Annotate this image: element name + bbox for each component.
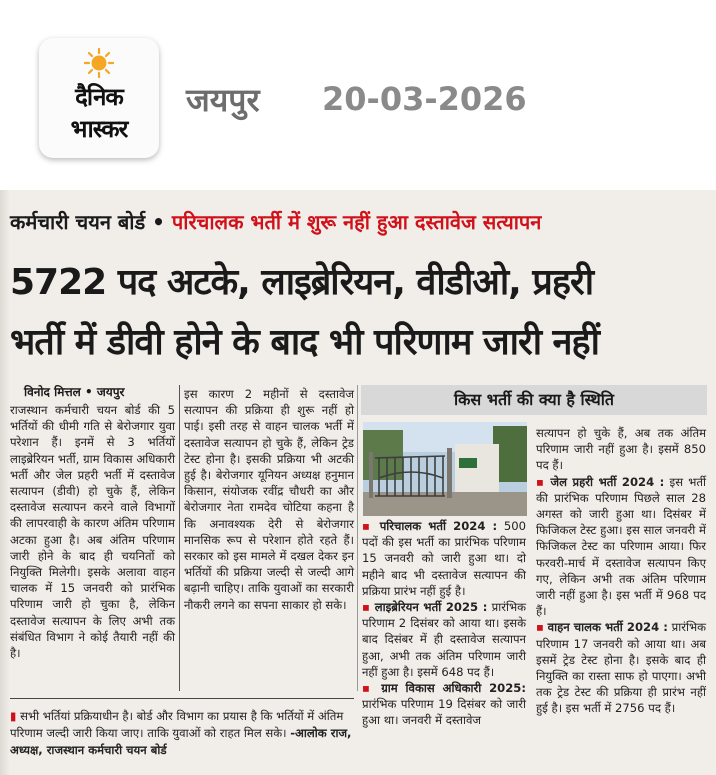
bullet-icon: ▪ [362,681,374,696]
quote-attribution: -आलोक राज, अध्यक्ष, राजस्थान कर्मचारी चयन बोर्ड [10,726,352,757]
logo-text-line2: भास्कर [70,115,128,143]
sidebar-item-text: प्रारंभिक परिणाम 2 दिसंबर को आया था। इसके बाद दिसंबर में ही दस्तावेज सत्यापन हुआ, अभी तक अंतिम परिणाम जारी नहीं हुआ है। इसमें 648 पद हैं। [362,600,527,679]
edition-city: जयपुर [186,81,260,119]
sidebar-item-label: लाइब्रेरियन भर्ती 2025 : [374,600,488,615]
bullet-icon: ▪ [362,600,371,615]
edition-date: 20-03-2026 [322,80,527,118]
quote-divider [10,698,354,699]
sidebar-lead-text: सत्यापन हो चुके हैं, अब तक अंतिम परिणाम जारी नहीं हुआ है। इसमें 850 पद हैं। [536,426,706,473]
official-quote [10,708,354,759]
bullet-icon: ▪ [362,519,373,533]
sidebar-item-label: जेल प्रहरी भर्ती 2024 : [550,474,665,489]
sidebar-item-text: प्रारंभिक परिणाम 17 जनवरी को आया था। अब इसमें ट्रेड टेस्ट होना है। इसके बाद ही नियुक्ति का रास्ता साफ हो पाएगा। अभी तक ट्रेड टेस्ट की प्रक्रिया ही प्रारंभ नहीं हुई है। इस भर्ती में 2756 पद हैं। [536,620,707,716]
sidebar-item [362,599,526,680]
sidebar-item-label: परिचालक भर्ती 2024 : [379,519,498,533]
article-kicker [10,208,541,235]
article-column-1: राजस्थान कर्मचारी चयन बोर्ड की 5 भर्तियों की धीमी गति से बेरोजगार युवा परेशान हैं। इनमें से 3 भर्तियों लाइब्रेरियन भर्ती, ग्राम विकास अधिकारी भर्ती और जेल प्रहरी भर्ती में दस्तावेज सत्यापन (डीवी) हो चुके हैं, लेकिन दस्तावेज सत्यापन करने वाले विभागों की लापरवाही के कारण अंतिम परिणाम अटका हुआ है। अब अंतिम परिणाम जारी होने के बाद ही चयनितों को नियुक्ति मिलेगी। इसके अलावा वाहन चालक में 15 जनवरी को प्रारंभिक परिणाम जारी हो चुका है, लेकिन दस्तावेज सत्यापन के लिए अभी तक संबंधित विभाग ने कोई तैयारी नहीं की है। [10,403,175,661]
bullet-icon: ▪ [536,474,546,489]
sidebar-item [536,619,706,716]
page-edge-shadow [0,190,10,775]
quote-text: सभी भर्तियां प्रक्रियाधीन है। बोर्ड और विभाग का प्रयास है कि भर्तियों में अंतिम परिणाम जल्दी जारी किया जाए। ताकि युवाओं को राहत मिल सके। [10,709,344,740]
quote-bullet-icon: ▮ [10,709,17,723]
kicker-label: कर्मचारी चयन बोर्ड • [10,210,165,234]
sidebar-item [362,680,526,729]
sidebar-item-text: प्रारंभिक परिणाम 19 दिसंबर को जारी हुआ था। जनवरी में दस्तावेज [362,697,526,728]
byline: विनोद मित्तल • जयपुर [24,385,125,399]
sidebar-column-1 [362,518,526,729]
sidebar-item-label: ग्राम विकास अधिकारी 2025: [381,681,527,696]
sidebar-item-text: इस भर्ती की प्रारंभिक परिणाम पिछले साल 28 अगस्त को जारी हुआ था। दिसंबर में फिजिकल टेस्ट हुआ। इस साल जनवरी में फिजिकल टेस्ट का परिणाम आया। फिर फरवरी-मार्च में दस्तावेज सत्यापन किए गए, लेकिन अभी तक अंतिम परिणाम जारी नहीं हुआ है। इस भर्ती में 968 पद हैं। [536,474,706,619]
article-column-2: इस कारण 2 महीनों से दस्तावेज सत्यापन की प्रक्रिया ही शुरू नहीं हो पाई। इसी तरह से वाहन चालक भर्ती में दस्तावेज सत्यापन हो चुके हैं, लेकिन ट्रेड टेस्ट होना है। इसकी प्रक्रिया भी अटकी हुई है। बेरोजगार यूनियन अध्यक्ष हनुमान किसान, संयोजक रवींद्र चौधरी का और बेरोजगार नेता रामदेव चोटिया कहना है कि अनावश्यक देरी से बेरोजगार मानसिक रूप से परेशान होते रहते हैं। सरकार को इस मामले में दखल देकर इन भर्तियों की प्रक्रिया जल्दी से जल्दी आगे बढ़ानी चाहिए। ताकि युवाओं का सरकारी नौकरी लगने का सपना साकार हो सके। [184,387,354,612]
sun-icon [84,48,114,78]
office-gate-photo [363,422,527,516]
column-divider [179,385,180,691]
sidebar-item-text: 500 पदों की इस भर्ती का प्रारंभिक परिणाम 15 जनवरी को जारी हुआ था। दो महीने बाद भी दस्तावेज सत्यापन की प्रक्रिया प्रारंभ नहीं हुई है। [362,519,527,598]
headline-line2: भर्ती में डीवी होने के बाद भी परिणाम जारी नहीं [10,322,599,363]
column-divider [357,385,358,691]
sidebar-item [362,518,526,599]
sidebar-item-label: वाहन चालक भर्ती 2024 : [547,620,668,635]
logo-text-line1: दैनिक [75,83,123,111]
bullet-icon: ▪ [536,620,544,635]
headline-line1: 5722 पद अटके, लाइब्रेरियन, वीडीओ, प्रहरी [10,262,594,303]
sidebar-title: किस भर्ती की क्या है स्थिति [361,385,707,415]
masthead [0,0,716,190]
sidebar-item [536,474,706,620]
kicker-text: परिचालक भर्ती में शुरू नहीं हुआ दस्तावेज सत्यापन [171,210,542,234]
sidebar-column-2 [536,425,706,717]
dainik-bhaskar-logo[interactable] [39,38,159,158]
